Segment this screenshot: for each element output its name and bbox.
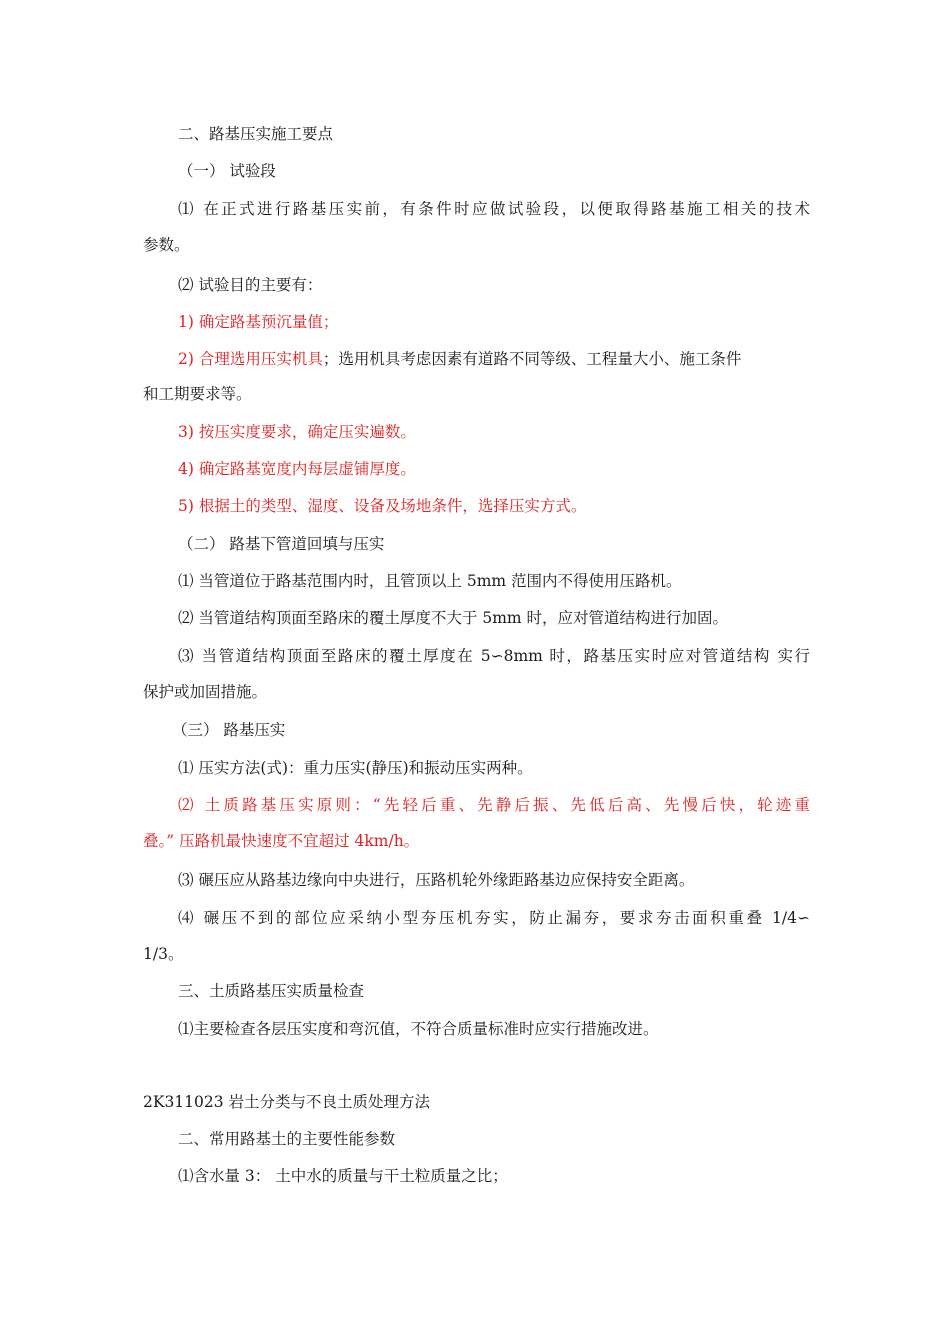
list-item-2b: 和工期要求等。 bbox=[143, 385, 252, 403]
paragraph-trial-1b: 参数。 bbox=[143, 236, 190, 254]
section-code-heading: 2K311023 岩土分类与不良土质处理方法 bbox=[143, 1093, 431, 1111]
paragraph-compaction-1: ⑴ 压实方法(式)：重力压实(静压)和振动压实两种。 bbox=[178, 759, 533, 777]
list-item-4: 4) 确定路基宽度内每层虚铺厚度。 bbox=[178, 460, 416, 478]
list-item-2a bbox=[178, 349, 741, 369]
paragraph-pipe-1: ⑴ 当管道位于路基范围内时，且管顶以上 5mm 范围内不得使用压路机。 bbox=[178, 572, 682, 590]
paragraph-pipe-2: ⑵ 当管道结构顶面至路床的覆土厚度不大于 5mm 时，应对管道结构进行加固。 bbox=[178, 609, 729, 627]
paragraph-trial-2: ⑵ 试验目的主要有： bbox=[178, 276, 323, 294]
paragraph-water-content: ⑴含水量 3： 土中水的质量与干土粒质量之比； bbox=[178, 1167, 508, 1185]
paragraph-pipe-3b: 保护或加固措施。 bbox=[143, 683, 268, 701]
section-compaction-title: （三） 路基压实 bbox=[172, 721, 286, 739]
heading-compaction-points: 二、路基压实施工要点 bbox=[178, 125, 334, 143]
heading-quality-check: 三、土质路基压实质量检查 bbox=[178, 982, 365, 1000]
paragraph-compaction-2a: ⑵ 土质路基压实原则：“先轻后重、先静后振、先低后高、先慢后快，轮迹重 bbox=[178, 796, 810, 814]
paragraph-trial-1a: ⑴ 在正式进行路基压实前，有条件时应做试验段，以便取得路基施工相关的技术 bbox=[178, 200, 810, 218]
paragraph-compaction-4a: ⑷ 碾压不到的部位应采纳小型夯压机夯实，防止漏夯，要求夯击面积重叠 1/4∽ bbox=[178, 909, 810, 927]
list-item-1: 1) 确定路基预沉量值； bbox=[178, 313, 339, 331]
paragraph-compaction-3: ⑶ 碾压应从路基边缘向中央进行，压路机轮外缘距路基边应保持安全距离。 bbox=[178, 871, 695, 889]
list-item-5: 5) 根据土的类型、湿度、设备及场地条件，选择压实方式。 bbox=[178, 497, 587, 515]
section-trial-title: （一） 试验段 bbox=[178, 162, 276, 180]
list-item-2-highlight: 2) 合理选用压实机具 bbox=[178, 350, 323, 368]
heading-soil-parameters: 二、常用路基土的主要性能参数 bbox=[178, 1130, 396, 1148]
paragraph-quality-1: ⑴主要检查各层压实度和弯沉值，不符合质量标准时应实行措施改进。 bbox=[178, 1020, 659, 1038]
section-pipe-title: （二） 路基下管道回填与压实 bbox=[178, 535, 385, 553]
paragraph-compaction-2b: 叠。” 压路机最快速度不宜超过 4km/h。 bbox=[143, 832, 420, 850]
paragraph-pipe-3a: ⑶ 当管道结构顶面至路床的覆土厚度在 5∽8mm 时，路基压实时应对管道结构 实行 bbox=[178, 647, 810, 665]
list-item-2-rest: ；选用机具考虑因素有道路不同等级、工程量大小、施工条件 bbox=[322, 350, 742, 368]
list-item-3: 3) 按压实度要求，确定压实遍数。 bbox=[178, 423, 416, 441]
paragraph-compaction-4b: 1/3。 bbox=[143, 945, 184, 963]
